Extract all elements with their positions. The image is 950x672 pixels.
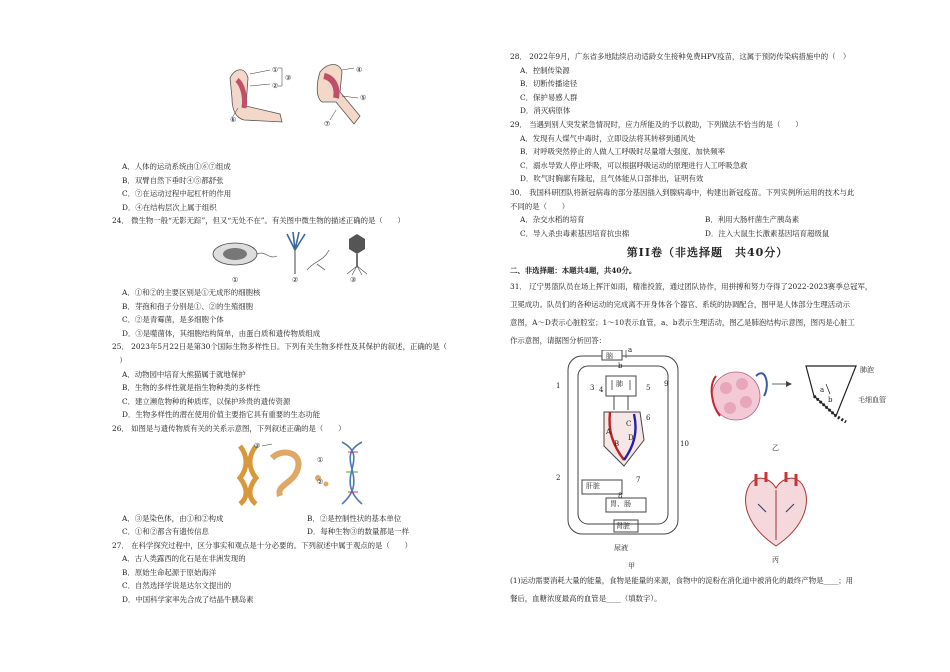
jia-label-A: A (606, 427, 612, 436)
q23-label-3: ③ (285, 74, 292, 82)
q26-label-3: ③ (254, 441, 261, 450)
q31-line-2: 卫冕成功。队员们的各种运动的完成离不开身体各个器官、系统的协调配合，图甲是人体部分生理活动示 (510, 299, 850, 309)
jia-label-n8: 8 (618, 491, 623, 500)
q23-label-1: ① (272, 66, 279, 74)
q23-arm-figure (112, 52, 507, 160)
yi-caption: 乙 (772, 443, 779, 452)
jia-label-a: a (628, 345, 633, 354)
jia-label-n2: 2 (556, 473, 561, 482)
jia-label-n7: 7 (636, 475, 641, 484)
q26-option-d[interactable]: D．每种生物③的数量都是一样 (307, 527, 410, 537)
q28-stem: 28． 2022年9月，广东省多地陆续启动适龄女生接种免费HPV疫苗，这属于预防传染病措施中的（ ） (510, 52, 851, 61)
q30-option-c[interactable]: C．导入杀虫毒素基因培育抗虫棉 (520, 228, 630, 238)
arm-muscle-illustration (210, 58, 410, 138)
q31-stem (510, 278, 905, 350)
jia-label-n1: 1 (556, 381, 561, 390)
q27-option-a[interactable]: A．古人类露西的化石是在非洲发现的 (122, 554, 246, 564)
q25-option-a[interactable]: A．动物园中培育大熊猫属于就地保护 (122, 369, 246, 379)
q25-options (112, 368, 507, 422)
q26-dna-figure (112, 436, 507, 512)
q24-option-a[interactable]: A．①和②的主要区别是①无成形的细胞核 (122, 287, 261, 297)
jia-label-n9: 9 (664, 379, 669, 388)
jia-label-stomach: 胃、肠 (610, 499, 631, 508)
q23-option-a[interactable]: A．人体的运动系统由①⑥⑦组成 (122, 162, 231, 171)
q28-option-d[interactable]: D．消灭病原体 (520, 106, 571, 116)
yi-label-a: a (820, 385, 825, 394)
q25-stem-line1: 25． 2023年5月22日是第30个国际生物多样性日。下列有关生物多样性及其保护的叙述，正确的是（ (112, 342, 447, 352)
q24-option-c[interactable]: C．②是青霉菌，是多细胞个体 (122, 315, 224, 325)
part2-title: 第II卷（非选择题 共40分） (626, 246, 789, 260)
q25-stem-line2: ） (112, 355, 127, 365)
q23-label-5: ⑤ (360, 94, 367, 102)
q31-sub1 (510, 572, 905, 608)
q25-option-c[interactable]: C．建立濒危物种的种质库，以保护珍贵的遗传资源 (122, 396, 291, 406)
q23-label-2: ② (272, 82, 279, 90)
q29-option-a[interactable]: A．发现有人煤气中毒时，立即设法将其转移到通风处 (520, 133, 696, 143)
q23-label-7: ⑦ (324, 120, 331, 128)
q25-option-b[interactable]: B．生物的多样性就是指生物种类的多样性 (122, 383, 261, 393)
q28-option-a[interactable]: A．控制传染源 (520, 65, 570, 75)
right-column (510, 50, 905, 608)
q31-sub1-line2: 餐后，血糖浓度最高的血管是____（填数字）。 (510, 593, 662, 603)
q29-option-c[interactable]: C．溺水导致人停止呼吸，可以根据呼吸运动的原理进行人工呼吸急救 (520, 160, 748, 170)
q30-option-a[interactable]: A．杂交水稻的培育 (520, 215, 585, 225)
q27-stem: 27． 在科学探究过程中，区分事实和观点是十分必要的。下列叙述中属于观点的是（ ） (112, 540, 412, 550)
q24-label-2: ② (292, 275, 299, 284)
q23-label-4: ④ (356, 66, 363, 74)
jia-label-n10: 10 (680, 439, 689, 448)
jia-label-n4: 4 (599, 385, 604, 394)
jia-label-C: C (626, 419, 632, 428)
q28-options (510, 64, 905, 118)
q23-options (112, 160, 507, 214)
jia-label-lung: 肺 (616, 379, 623, 388)
q26-label-1: ① (317, 455, 324, 464)
q28-option-c[interactable]: C．保护易感人群 (520, 92, 578, 102)
q24-option-b[interactable]: B．芽孢和孢子分别是①、②的生殖细胞 (122, 301, 254, 311)
q26-options (112, 512, 507, 539)
q31-line-3: 意图，A～D表示心脏腔室；1～10表示血管，a、b表示生理活动，图乙是肺泡结构示意图，图丙是心脏工 (510, 317, 855, 327)
q23-option-d[interactable]: D．④在结构层次上属于组织 (122, 202, 217, 212)
jia-label-kidney: 肾脏 (616, 521, 630, 530)
q29-options (510, 132, 905, 186)
q25-option-d[interactable]: D．生物多样性的潜在使用价值主要指它具有重要的生态功能 (122, 410, 321, 420)
q28-option-b[interactable]: B．切断传播途径 (520, 79, 578, 89)
q31-line-1: 31． 辽宁男篮队员在场上挥汗如雨，精准投篮，通过团队协作，用拼搏和努力夺得了2022-2023赛季总冠军， (510, 281, 873, 291)
q27-option-d[interactable]: D．中国科学家率先合成了结晶牛胰岛素 (122, 595, 254, 605)
q24-option-d[interactable]: D．③是噬菌体，其细胞结构简单，由蛋白质和遗传物质组成 (122, 328, 321, 338)
microbe-illustration (207, 230, 387, 276)
q30-option-d[interactable]: D．注入大鼠生长激素基因培育超级鼠 (705, 228, 830, 238)
q26-stem: 26． 如图是与遗传物质有关的关系示意图，下列叙述正确的是（ ） (112, 423, 346, 433)
q27-option-c[interactable]: C．自然选择学说是达尔文提出的 (122, 581, 232, 591)
q26-option-c[interactable]: C．①和②都含有遗传信息 (122, 527, 209, 537)
q24-stem: 24． 微生物一般“无影无踪”，但又“无处不在”。有关图中微生物的描述正确的是（ ） (112, 216, 405, 226)
jia-label-B: B (614, 439, 620, 448)
heart-diagram (736, 470, 816, 550)
q31-line-4: 作示意图，请据图分析回答： (510, 335, 607, 345)
q30-stem-line1: 30． 我国科研团队将新冠病毒的部分基因插入到腺病毒中，构建出新冠疫苗。下列实例所运用的技术与此 (510, 187, 855, 197)
q29-option-d[interactable]: D．吹气时胸廓有隆起，且气体能从口部排出，证明有效 (520, 174, 704, 184)
yi-label-b: b (828, 395, 833, 404)
bing-caption: 丙 (772, 555, 779, 564)
jia-label-n5: 5 (646, 383, 651, 392)
jia-label-n3: 3 (590, 383, 595, 392)
jia-label-urine: 尿液 (614, 543, 628, 552)
q24-options (112, 286, 507, 340)
q26-option-b[interactable]: B．②是控制性状的基本单位 (307, 513, 402, 523)
jia-label-brain: 脑 (606, 351, 613, 360)
q26-label-2: ② (317, 477, 324, 486)
q23-label-6: ⑥ (230, 116, 237, 124)
q30-stem-line2: 不同的是（ ） (510, 201, 570, 211)
q30-option-b[interactable]: B．利用大肠杆菌生产胰岛素 (705, 215, 800, 225)
q30-options (510, 213, 905, 240)
jia-label-D: D (628, 433, 634, 442)
q24-microbe-figure (112, 228, 507, 286)
left-column (112, 0, 507, 607)
q24-label-1: ① (232, 275, 239, 284)
jia-label-liver: 肝脏 (586, 481, 600, 490)
part2-heading: 二、非选择题：本题共4题，共40分。 (510, 265, 637, 275)
q30-options-row1 (510, 213, 905, 227)
jia-label-b: b (618, 361, 623, 370)
q23-option-c[interactable]: C．⑦在运动过程中起杠杆的作用 (122, 189, 232, 199)
q31-figure-area (510, 345, 905, 572)
yi-label-alveolus: 肺泡 (860, 365, 874, 374)
q26-options-row2 (112, 525, 507, 539)
jia-label-n6: 6 (646, 413, 651, 422)
q30-options-row2 (510, 227, 905, 241)
q29-stem: 29． 当遇到别人突发紧急情况时，应力所能及的予以救助，下列做法不恰当的是（ ） (510, 119, 803, 129)
q31-sub1-line1: (1)运动需要消耗大量的能量，食物是能量的来源，食物中的淀粉在消化道中被消化的最终产物是____；用 (510, 575, 854, 585)
yi-label-capillary: 毛细血管 (858, 395, 886, 404)
q26-option-a[interactable]: A．③是染色体，由①和②构成 (122, 513, 224, 523)
q24-label-3: ③ (350, 275, 357, 284)
q27-options (112, 552, 507, 606)
q23-option-b[interactable]: B．双臂自然下垂时④⑤都舒张 (122, 175, 224, 185)
q29-option-b[interactable]: B．对呼吸突然停止的人做人工呼吸时尽量增大强度、加快频率 (520, 147, 725, 157)
jia-caption: 甲 (628, 561, 635, 570)
q27-option-b[interactable]: B．原始生命起源于原始海洋 (122, 567, 217, 577)
q26-options-row1 (112, 512, 507, 526)
